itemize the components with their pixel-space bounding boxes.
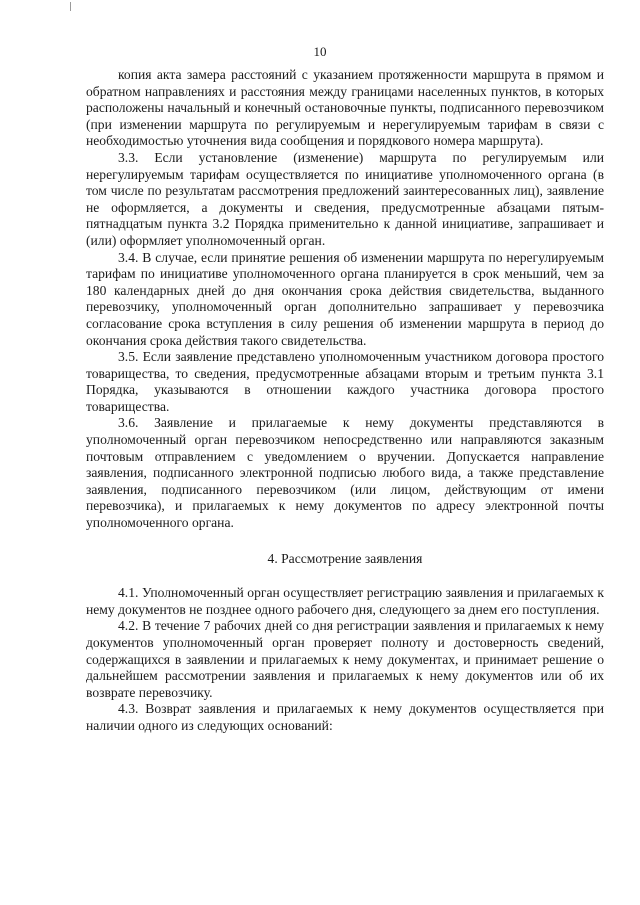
page-number: 10	[313, 44, 327, 59]
paragraph-4-3: 4.3. Возврат заявления и прилагаемых к нему документов осуществляется при наличии одного из следующих оснований:	[86, 701, 604, 733]
section-heading: 4. Рассмотрение заявления	[267, 550, 423, 566]
paragraph-4-2: 4.2. В течение 7 рабочих дней со дня регистрации заявления и прилагаемых к нему документов уполномоченный орган проверяет полноту и достоверность сведений, содержащихся в заявлении и прилагаемых к нему документах, и принимает решение о дальнейшем рассмотрении заявления и прилагаемых к нему документов или об их возврате перевозчику.	[86, 618, 604, 700]
paragraph-continuation: копия акта замера расстояний с указанием протяженности маршрута в прямом и обратном направлениях и расстояния между границами населенных пунктов, в которых расположены начальный и конечный остановочные пункты, подписанного перевозчиком (при изменении маршрута по регулируемым и нерегулируемым тарифам в связи с необходимостью уточнения вида сообщения и порядкового номера маршрута).	[86, 67, 604, 149]
document-body	[86, 67, 604, 735]
scan-mark	[70, 2, 71, 11]
paragraph-3-6: 3.6. Заявление и прилагаемые к нему документы представляются в уполномоченный орган перевозчиком непосредственно или направляются заказным почтовым отправлением с уведомлением о вручении. Допускается направление заявления, подписанного электронной подписью любого вида, а также представление заявления, подписанного перевозчиком (или лицом, действующим от имени перевозчика), и прилагаемых к нему документов по адресу электронной почты уполномоченного органа.	[86, 415, 604, 531]
paragraph-3-3: 3.3. Если установление (изменение) маршрута по регулируемым или нерегулируемым тарифам осуществляется по инициативе уполномоченного органа (в том числе по результатам рассмотрения предложений заинтересованных лиц), заявление не оформляется, а документы и сведения, предусмотренные абзацами пятым-пятнадцатым пункта 3.2 Порядка применительно к данной инициативе, запрашивает и (или) оформляет уполномоченный орган.	[86, 149, 604, 248]
paragraph-3-5: 3.5. Если заявление представлено уполномоченным участником договора простого товарищества, то сведения, предусмотренные абзацами вторым и третьим пункта 3.1 Порядка, указываются в отношении каждого участника договора простого товарищества.	[86, 349, 604, 414]
paragraph-4-1: 4.1. Уполномоченный орган осуществляет регистрацию заявления и прилагаемых к нему документов не позднее одного рабочего дня, следующего за днем его поступления.	[86, 585, 604, 617]
paragraph-3-4: 3.4. В случае, если принятие решения об изменении маршрута по нерегулируемым тарифам по инициативе уполномоченного органа планируется в срок меньший, чем за 180 календарных дней до дня окончания срока действия свидетельства, выданного перевозчику, уполномоченный орган дополнительно запрашивает у перевозчика согласование срока вступления в силу решения об изменении маршрута в период до окончания срока действия такого свидетельства.	[86, 249, 604, 348]
